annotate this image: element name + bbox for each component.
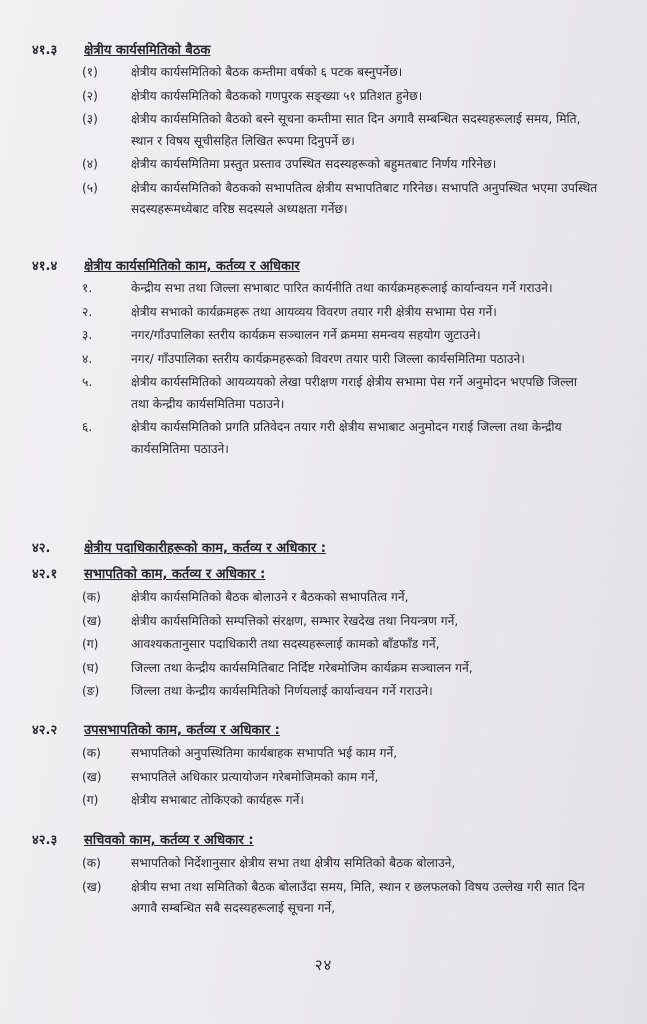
list-item	[0, 587, 598, 609]
item-marker: (ख)	[82, 769, 102, 784]
item-marker: २.	[82, 304, 93, 319]
list-item	[0, 853, 598, 875]
list-item	[0, 349, 598, 371]
section-heading	[32, 538, 326, 556]
section-number: ४२.२	[32, 723, 58, 738]
item-text: क्षेत्रीय कार्यसमितिको प्रगति प्रतिवेदन तयार गरी क्षेत्रीय सभाबाट अनुमोदन गराई जिल्ला तथा केन्द्रीय कार्यसमितिमा पठाउने।	[131, 420, 562, 456]
list-item	[0, 325, 598, 347]
item-text: क्षेत्रीय कार्यसमितिको बैठको बस्ने सूचना कम्तीमा सात दिन अगावै सम्बन्धित सदस्यहरूलाई समय, मिति, स्थान र विषय सूचीसहित लिखित रूपमा दिनुपर्ने छ।	[131, 112, 581, 148]
page-number: २४	[314, 956, 333, 974]
item-marker: ६.	[82, 420, 93, 434]
item-text: क्षेत्रीय सभाको कार्यक्रमहरू तथा आयव्यय विवरण तयार गरी क्षेत्रीय सभामा पेस गर्ने।	[131, 304, 497, 319]
item-text: क्षेत्रीय सभाबाट तोकिएको कार्यहरू गर्ने।	[131, 793, 305, 807]
item-text: नगर/गाँउपालिका स्तरीय कार्यक्रम सञ्चालन गर्ने क्रममा समन्वय सहयोग जुटाउने।	[131, 328, 481, 342]
item-marker: (३)	[82, 112, 98, 126]
section-title: सचिवको काम, कर्तव्य र अधिकार :	[84, 833, 254, 848]
item-marker: ५.	[82, 375, 93, 389]
section-title: क्षेत्रीय कार्यसमितिको काम, कर्तव्य र अधिकार	[84, 259, 300, 274]
list-item	[0, 658, 598, 680]
item-text: क्षेत्रीय सभा तथा समितिको बैठक बोलाउँदा समय, मिति, स्थान र छलफलको विषय उल्लेख गरी सात दिन अगावै सम्बन्धित सबै सदस्यहरूलाई सूचना गर्ने,	[131, 879, 585, 915]
item-text: नगर/ गाँउपालिका स्तरीय कार्यक्रमहरूको विवरण तयार पारी जिल्ला कार्यसमितिमा पठाउने।	[131, 351, 525, 366]
section-item-list	[0, 853, 647, 922]
section-heading	[32, 256, 300, 274]
list-item	[0, 302, 598, 324]
item-marker: (ग)	[82, 793, 99, 807]
item-text: जिल्ला तथा केन्द्रीय कार्यसमितिबाट निर्दिष्ट गरेबमोजिम कार्यक्रम सञ्चालन गर्ने,	[131, 660, 473, 675]
item-text: क्षेत्रीय कार्यसमितिको बैठकको सभापतित्व क्षेत्रीय सभापतिबाट गरिनेछ। सभापति अनुपस्थित भएमा उपस्थित सदस्यहरूमध्येबाट वरिष्ठ सदस्यले अध्यक्षता गर्नेछ।	[131, 180, 598, 216]
section-title: उपसभापतिको काम, कर्तव्य र अधिकार :	[84, 723, 280, 738]
item-text: क्षेत्रीय कार्यसमितिको सम्पत्तिको संरक्षण, सम्भार रेखदेख तथा नियन्त्रण गर्ने,	[131, 613, 459, 628]
section-number: ४२.३	[32, 833, 58, 848]
list-item	[0, 86, 598, 108]
list-item	[0, 178, 598, 221]
list-item	[0, 62, 598, 84]
section-number: ४१.३	[32, 43, 58, 58]
item-marker: (ख)	[82, 879, 102, 894]
item-marker: (ख)	[82, 613, 102, 628]
item-text: केन्द्रीय सभा तथा जिल्ला सभाबाट पारित कार्यनीति तथा कार्यक्रमहरूलाई कार्यान्वयन गर्ने गराउने।	[131, 281, 553, 295]
section-heading	[32, 564, 265, 582]
item-text: क्षेत्रीय कार्यसमितिको बैठक बोलाउने र बैठकको सभापतित्व गर्ने,	[131, 590, 409, 604]
item-marker: (घ)	[82, 660, 99, 675]
section-title: क्षेत्रीय कार्यसमितिको बैठक	[84, 43, 211, 58]
section-number: ४१.४	[32, 259, 58, 274]
item-text: क्षेत्रीय कार्यसमितिमा प्रस्तुत प्रस्ताव उपस्थित सदस्यहरूको बहुमतबाट निर्णय गरिनेछ।	[131, 157, 497, 171]
item-text: सभापतिले अधिकार प्रत्यायोजन गरेबमोजिमको काम गर्ने,	[131, 769, 379, 784]
item-marker: १.	[82, 281, 93, 295]
section-heading	[32, 830, 254, 848]
list-item	[0, 611, 598, 633]
list-item	[0, 634, 598, 656]
item-marker: (क)	[82, 856, 101, 870]
list-item	[0, 767, 598, 789]
list-item	[0, 790, 598, 812]
list-item	[0, 417, 598, 460]
section-item-list	[0, 743, 647, 814]
section-title: सभापतिको काम, कर्तव्य र अधिकार :	[84, 567, 266, 582]
item-text: जिल्ला तथा केन्द्रीय कार्यसमितिको निर्णयलाई कार्यान्वयन गर्ने गराउने।	[131, 684, 433, 698]
section-item-list	[0, 587, 647, 705]
item-marker: ३.	[82, 328, 93, 342]
item-text: आवश्यकतानुसार पदाधिकारी तथा सदस्यहरूलाई कामको बाँडफाँड गर्ने,	[131, 637, 440, 651]
item-text: क्षेत्रीय कार्यसमितिको बैठकको गणपुरक सङ्ख्या ५१ प्रतिशत हुनेछ।	[131, 88, 423, 103]
section-title: क्षेत्रीय पदाधिकारीहरूको काम, कर्तव्य र अधिकार :	[84, 541, 326, 556]
section-heading	[32, 720, 280, 738]
item-marker: (क)	[82, 746, 101, 760]
item-marker: (२)	[82, 88, 98, 103]
section-number: ४२.१	[32, 567, 58, 582]
item-text: सभापतिको अनुपस्थितिमा कार्यबाहक सभापति भई काम गर्ने,	[131, 746, 398, 760]
item-text: सभापतिको निर्देशानुसार क्षेत्रीय सभा तथा क्षेत्रीय समितिको बैठक बोलाउने,	[131, 856, 456, 870]
item-marker: (५)	[82, 180, 98, 195]
item-marker: (४)	[82, 157, 98, 171]
list-item	[0, 278, 598, 300]
item-marker: (ङ)	[82, 684, 100, 698]
item-text: क्षेत्रीय कार्यसमितिको बैठक कम्तीमा वर्षको ६ पटक बस्नुपर्नेछ।	[131, 65, 403, 79]
list-item	[0, 877, 598, 920]
item-marker: (ग)	[82, 637, 99, 651]
list-item	[0, 681, 598, 703]
list-item	[0, 372, 598, 415]
item-marker: (क)	[82, 590, 101, 604]
list-item	[0, 154, 598, 176]
item-marker: ४.	[82, 351, 93, 366]
item-marker: (१)	[82, 65, 98, 79]
section-item-list	[0, 278, 647, 462]
item-text: क्षेत्रीय कार्यसमितिको आयव्ययको लेखा परीक्षण गराई क्षेत्रीय सभामा पेस गर्ने अनुमोदन भएपछि जिल्ला तथा केन्द्रीय कार्यसमितिमा पठाउने।	[131, 375, 578, 411]
list-item	[0, 743, 598, 765]
section-heading	[32, 40, 210, 58]
section-item-list	[0, 62, 647, 223]
list-item	[0, 109, 598, 152]
section-number: ४२.	[32, 541, 51, 556]
